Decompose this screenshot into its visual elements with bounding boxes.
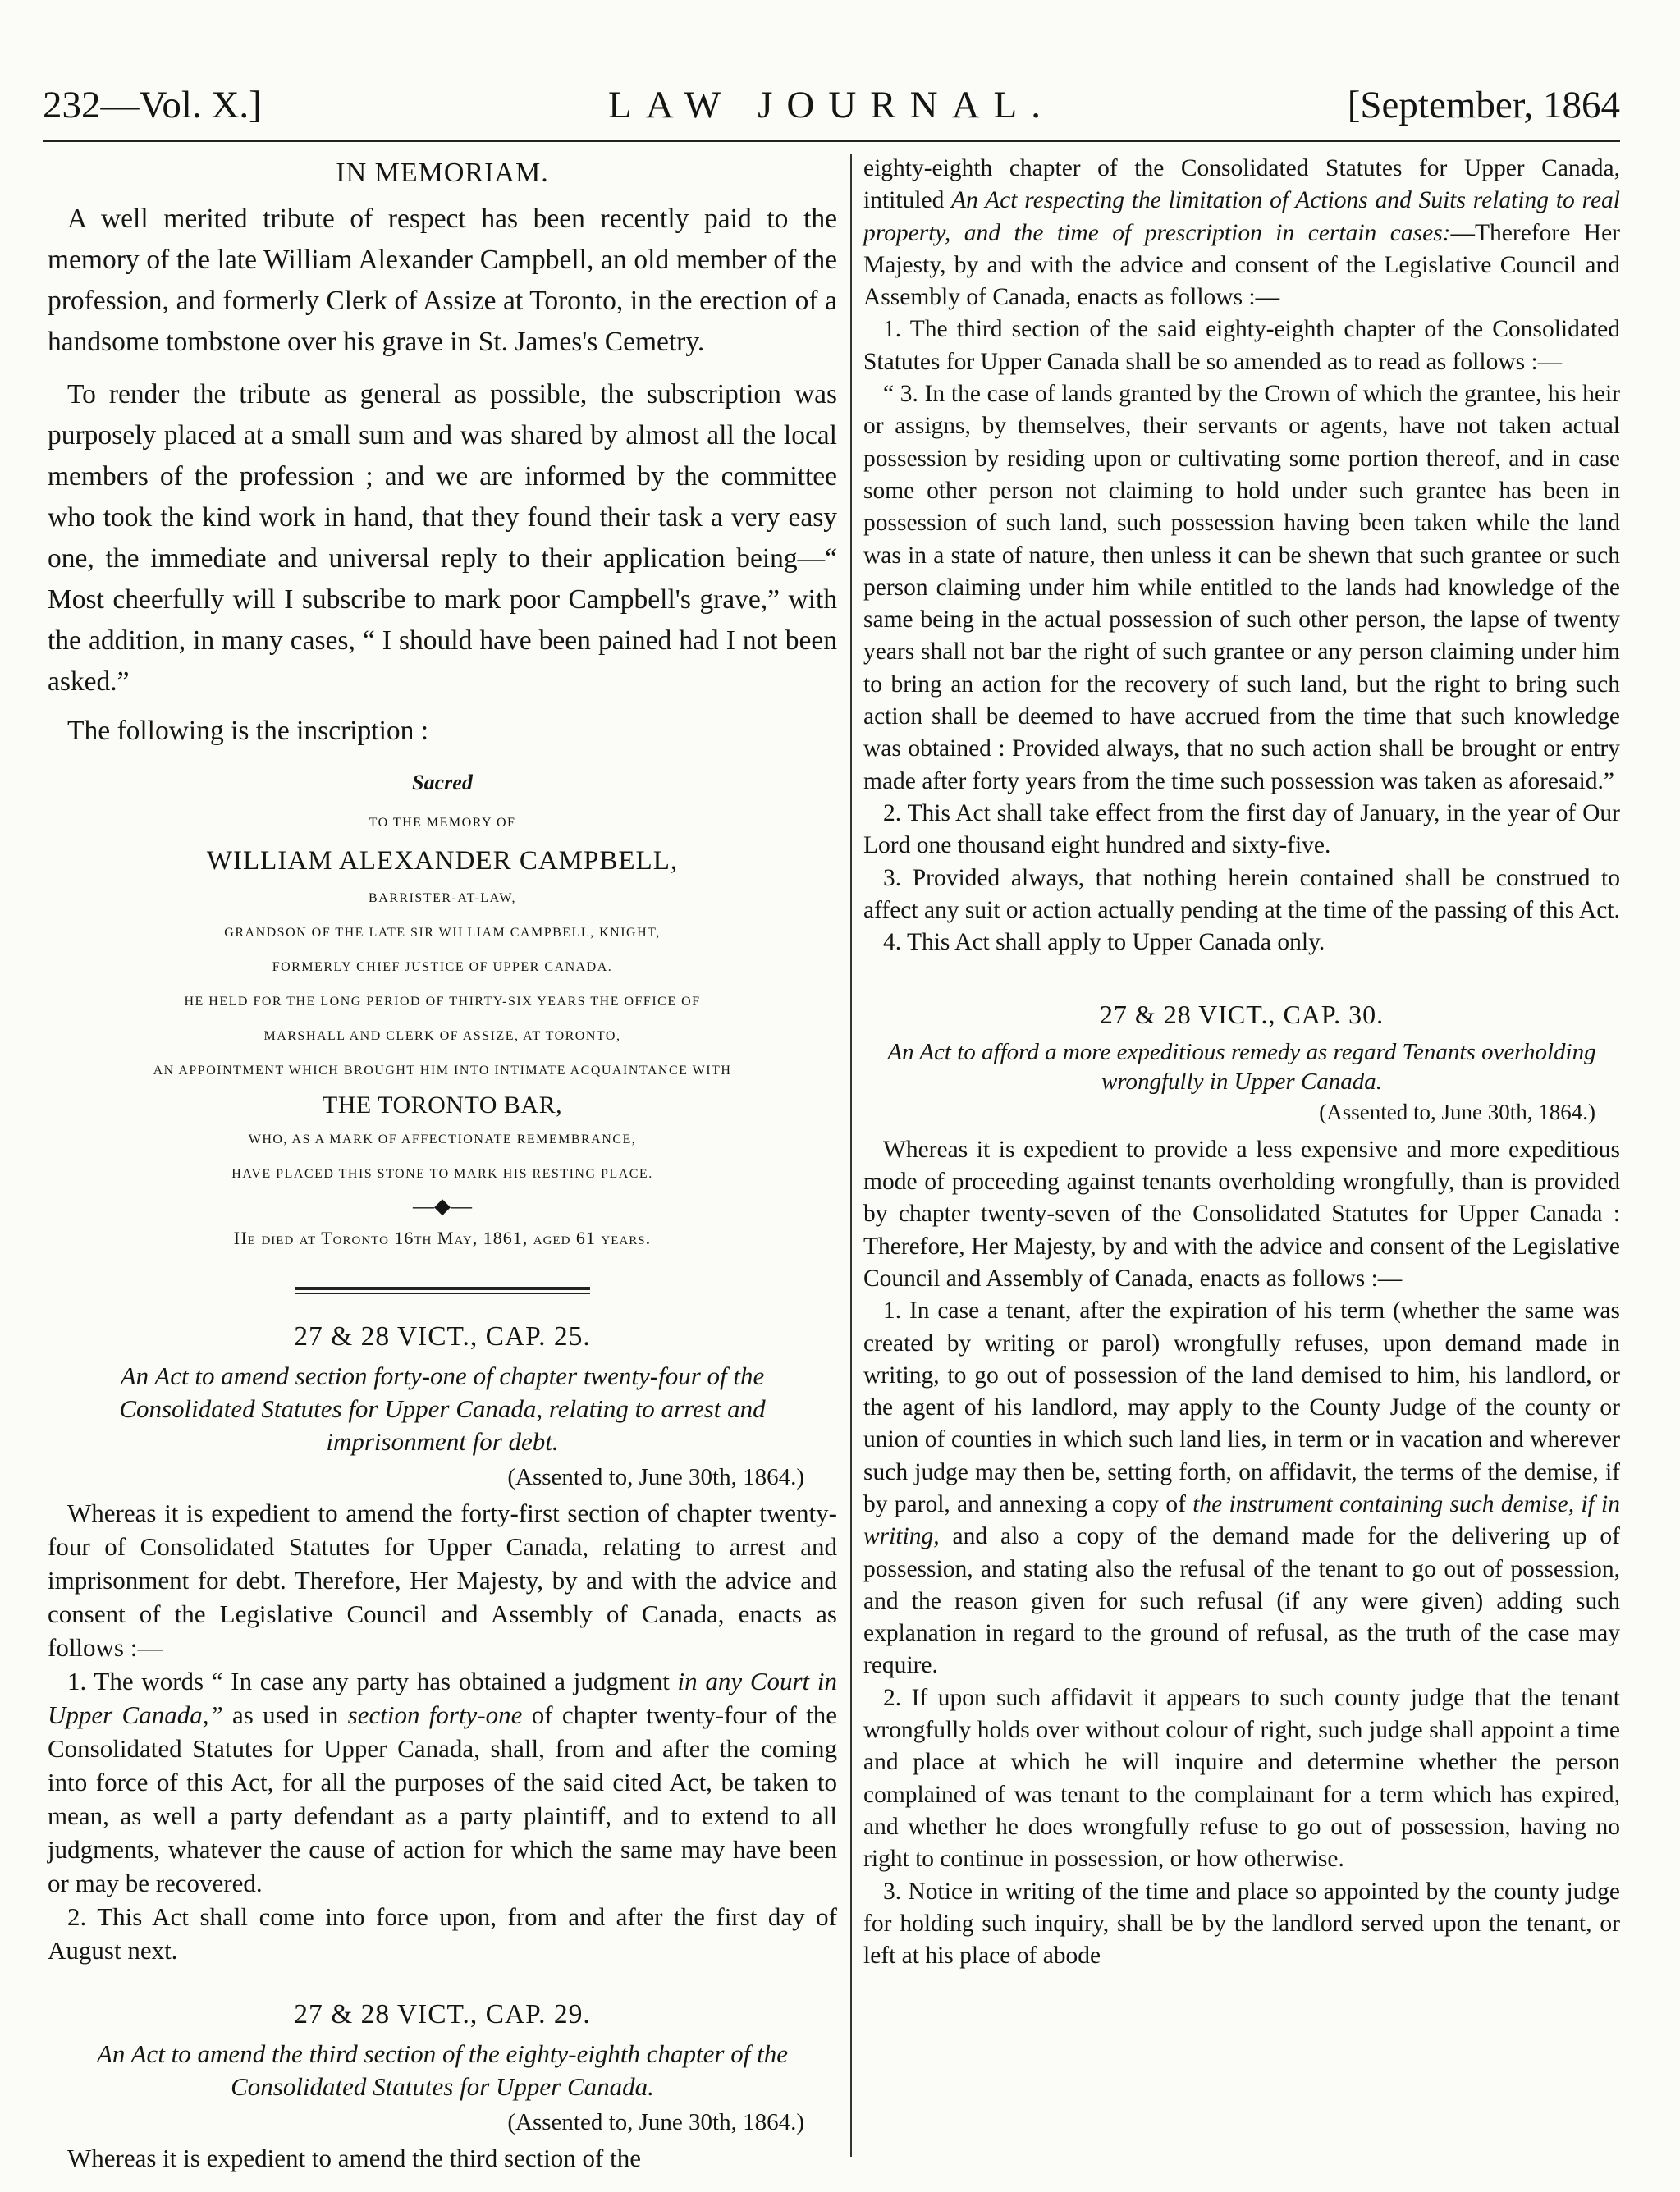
column-divider — [850, 154, 852, 2157]
text-run-italic: the instrument containing such demise, if in writing, — [863, 1490, 1620, 1550]
assent-date-cap30: (Assented to, June 30th, 1864.) — [1319, 1100, 1595, 1125]
inscription-block — [48, 760, 837, 1259]
issue-date: [September, 1864 — [1347, 84, 1620, 126]
act-heading-cap25: 27 & 28 VICT., CAP. 25. — [294, 1321, 591, 1352]
inscription-line: TO THE MEMORY OF — [369, 816, 516, 830]
left-column — [48, 153, 837, 2172]
act-body-cap29 — [48, 2141, 837, 2175]
act-paragraph: 3. Notice in writing of the time and place so appointed by the county judge for holding such inquiry, shall be by the landlord served upon the tenant, or left at his place of abode — [863, 1878, 1620, 1970]
act-heading-cap30: 27 & 28 VICT., CAP. 30. — [1099, 1000, 1385, 1030]
assent-date-cap25: (Assented to, June 30th, 1864.) — [507, 1464, 804, 1490]
act-paragraph — [863, 1295, 1620, 1682]
text-run-italic: in any Court in Upper Canada,” — [48, 1667, 837, 1729]
volume-label: 232—Vol. X.] — [43, 84, 262, 126]
inscription-line: BARRISTER-AT-LAW, — [369, 891, 516, 905]
text-run: eighty-eighth chapter of the Consolidated Statutes for Upper Canada, intituled — [863, 155, 1620, 214]
ornament-divider: —◆— — [413, 1194, 472, 1218]
inscription-line: HE HELD FOR THE LONG PERIOD OF THIRTY-SIX YEARS THE OFFICE OF — [184, 995, 701, 1009]
act-paragraph — [48, 1664, 837, 1900]
header-rule — [43, 140, 1620, 142]
act-paragraph: 4. This Act shall apply to Upper Canada only. — [883, 929, 1325, 956]
text-run: of chapter twenty-four of the Consolidated Statutes for Upper Canada, shall, from and after the coming into force of this Act, for all the purposes of the said cited Act, be taken to mean, as well a party defendant as a party plaintiff, and to extend to all judgments, whatever the cause of action for which the same may have been or may be recovered. — [48, 1700, 837, 1897]
text-run: and also a copy of the demand made for the delivering up of possession, and stating also the refusal of the tenant to go out of possession, and the reason given for such refusal (if any were given) adding such explanation in regard to the ground of refusal, as the truth of the case may require. — [863, 1523, 1620, 1679]
act-heading-cap29: 27 & 28 VICT., CAP. 29. — [294, 1999, 591, 2030]
assent-date-cap29: (Assented to, June 30th, 1864.) — [507, 2109, 804, 2135]
text-run: 1. The words “ In case any party has obtained a judgment — [67, 1667, 678, 1695]
act-paragraph: “ 3. In the case of lands granted by the Crown of which the grantee, his heir or assigns, by themselves, their servants or agents, have not taken actual possession by residing upon or cultivating some portion thereof, and in case some other person not claiming to hold under such grantee has been in possession of such land, such possession having been taken while the land was in a state of nature, then unless it can be shewn that such grantee or such person claiming under him while entitled to the lands had knowledge of the same being in the actual possession of such other person, the lapse of twenty years shall not bar the right of such grantee or any person claiming under him to bring an action for the recovery of such land, but the right to bring such action shall be deemed to have accrued from the time that such knowledge was obtained : Provided always, that no such action shall be brought or entry made after forty years from the time such possession was taken as aforesaid.” — [863, 381, 1620, 794]
inscription-died: He died at Toronto 16th May, 1861, aged 61 years. — [233, 1228, 652, 1248]
act-paragraph: 1. The third section of the said eighty-eighth chapter of the Consolidated Statutes for Upper Canada shall be so amended as to read as follows :— — [863, 316, 1620, 375]
memoriam-paragraph: To render the tribute as general as possible, the subscription was purposely placed at a small sum and was shared by almost all the local members of the profession ; and we are informed by the committee who took the kind work in hand, that they found their task a very easy one, the immediate and universal reply to their application being—“ Most cheerfully will I subscribe to mark poor Campbell's grave,” with the addition, in many cases, “ I should have been pained had I not been asked.” — [48, 379, 837, 697]
text-run: 1. In case a tenant, after the expiration of his term (whether the same was created by writing or parol) wrongfully refuses, upon demand made in writing, to go out of possession of the land demised to him, his landlord, or the agent of his landlord, may apply to the County Judge of the county or union of counties in which such land lies, in term or in vacation and wherever such judge may then be, setting forth, on affidavit, the terms of the demise, if by parol, and annexing a copy of — [863, 1297, 1620, 1517]
act-title-cap25: An Act to amend section forty-one of chapter twenty-four of the Consolidated Statutes for Upper Canada, relating to arrest and imprisonment for debt. — [119, 1361, 766, 1456]
memoriam-paragraph: A well merited tribute of respect has been recently paid to the memory of the late William Alexander Campbell, an old member of the profession, and formerly Clerk of Assize at Toronto, in the erection of a handsome tombstone over his grave in St. James's Cemetry. — [48, 204, 837, 357]
act-paragraph: 2. This Act shall take effect from the first day of January, in the year of Our Lord one thousand eight hundred and sixty-five. — [863, 799, 1620, 859]
act-paragraph: 2. If upon such affidavit it appears to such county judge that the tenant wrongfully holds over without colour of right, such judge shall appoint a time and place at which he will inquire and determine whether the person complained of was tenant to the complainant for a term which has expired, and whether he does wrongfully refuse to go out of possession, having no right to continue in possession, or how otherwise. — [863, 1684, 1620, 1873]
text-run-italic: An Act respecting the limitation of Actions and Suits relating to real property, and the time of prescription in certain cases: — [863, 187, 1620, 246]
right-column — [863, 153, 1620, 2155]
inscription-line: FORMERLY CHIEF JUSTICE OF UPPER CANADA. — [272, 960, 613, 974]
act-paragraph: 3. Provided always, that nothing herein contained shall be construed to affect any suit or action actually pending at the time of the passing of this Act. — [863, 864, 1620, 923]
inscription-bar: THE TORONTO BAR, — [322, 1091, 563, 1119]
act-paragraph-continued — [863, 153, 1620, 313]
inscription-line: HAVE PLACED THIS STONE TO MARK HIS RESTING PLACE. — [231, 1167, 653, 1181]
inscription-line: WHO, AS A MARK OF AFFECTIONATE REMEMBRANCE, — [248, 1133, 637, 1146]
inscription-line: MARSHALL AND CLERK OF ASSIZE, AT TORONTO, — [263, 1029, 621, 1043]
text-run: as used in — [222, 1700, 348, 1729]
inscription-line: GRANDSON OF THE LATE SIR WILLIAM CAMPBELL, KNIGHT, — [224, 926, 661, 940]
text-run-italic: section forty-one — [347, 1700, 523, 1729]
text-run: —Therefore Her Majesty, by and with the advice and consent of the Legislative Council and Assembly of Canada, enacts as follows :— — [863, 219, 1620, 311]
act-title-cap30: An Act to afford a more expeditious remedy as regard Tenants overholding wrongfully in Upper Canada. — [887, 1039, 1596, 1096]
page-header — [43, 76, 1620, 135]
act-paragraph: Whereas it is expedient to amend the third section of the — [67, 2144, 641, 2172]
inscription-name: WILLIAM ALEXANDER CAMPBELL, — [206, 846, 679, 876]
act-paragraph: Whereas it is expedient to provide a less expensive and more expeditious mode of proceeding against tenants overholding wrongfully, than is provided by chapter twenty-seven of the Consolidated Statutes for Upper Canada : Therefore, Her Majesty, by and with the advice and consent of the Legislative Council and Assembly of Canada, enacts as follows :— — [863, 1136, 1620, 1292]
journal-title: LAW JOURNAL. — [607, 84, 1055, 126]
inscription-line: AN APPOINTMENT WHICH BROUGHT HIM INTO INTIMATE ACQUAINTANCE WITH — [153, 1064, 732, 1078]
memoriam-heading: IN MEMORIAM. — [336, 158, 549, 188]
memoriam-paragraph: The following is the inscription : — [67, 716, 429, 746]
inscription-sacred: Sacred — [412, 771, 473, 794]
section-rule — [295, 1287, 590, 1294]
act-body-cap25 — [48, 1496, 837, 1967]
act-title-cap29: An Act to amend the third section of the eighty-eighth chapter of the Consolidated Statutes for Upper Canada. — [97, 2039, 788, 2101]
act-paragraph: Whereas it is expedient to amend the forty-first section of chapter twenty-four of Consolidated Statutes for Upper Canada, relating to arrest and imprisonment for debt. Therefore, Her Majesty, by and with the advice and consent of the Legislative Council and Assembly of Canada, enacts as follows :— — [48, 1499, 837, 1662]
act-paragraph: 2. This Act shall come into force upon, from and after the first day of August next. — [48, 1902, 837, 1965]
